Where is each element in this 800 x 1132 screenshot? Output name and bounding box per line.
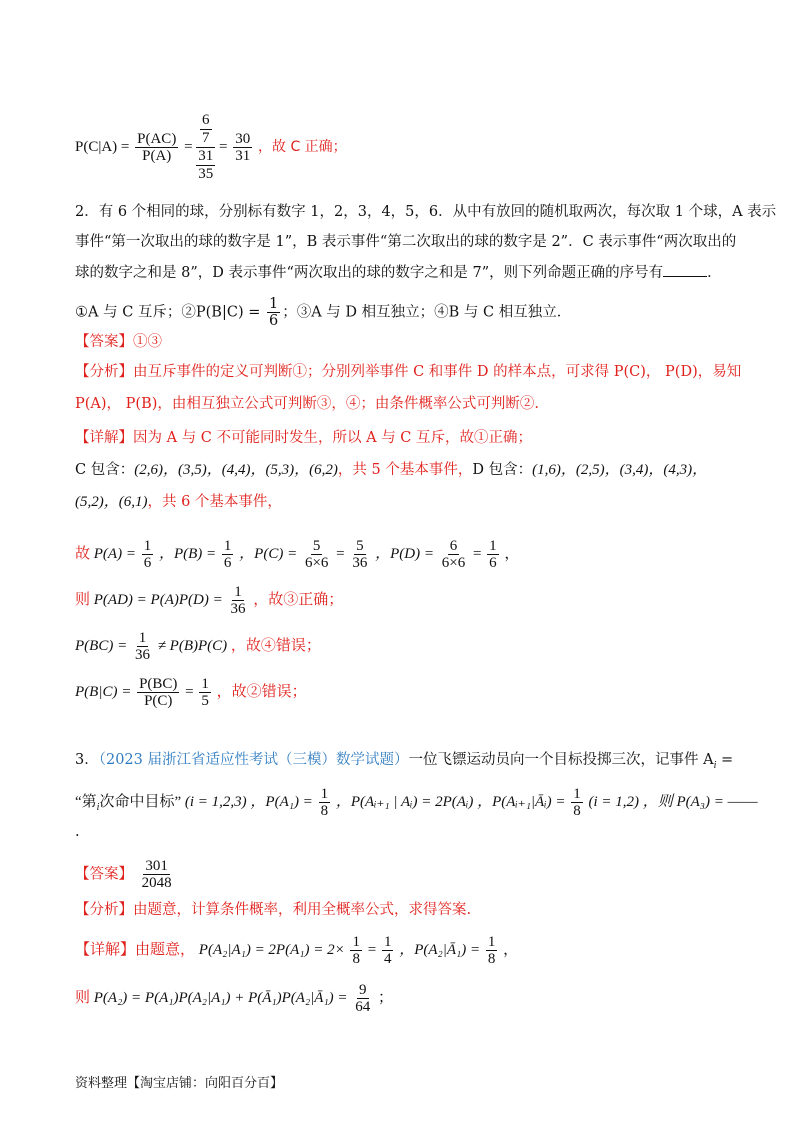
q3-total: 则 P(A₂) = P(A₁)P(A₂|A₁) + P(Ā₁)P(A₂|Ā₁) = $\frac{9}{64}$ ； — [75, 982, 394, 1015]
pca-lhs: P(C|A) = — [75, 138, 130, 155]
answer-blank — [663, 262, 707, 277]
cf-bot: 35 — [198, 166, 214, 182]
page-footer: 资料整理【淘宝店铺：向阳百分百】 — [75, 1076, 284, 1091]
q2-line2: 事件“第一次取出的球的数字是 1”，B 表示事件“第二次取出的球的数字是 2”．C 表示事件“两次取出的 — [75, 234, 737, 250]
q2-options: ①A 与 C 互斥；②P(B|C) = $\frac{1}{6}$ ；③A 与 D 相互独立；④B 与 C 相互独立． — [75, 296, 572, 329]
compound-fraction — [196, 112, 215, 183]
q3-line2: “第$_i$次命中目标” (i = 1,2,3) ，P(A₁) = $\frac{1}{8}$ ，P(Aᵢ₊₁ | Aᵢ) = 2P(Aᵢ) ，P(Aᵢ₊₁|Āᵢ) = $\frac{1}{8}$ (i = 1,2) ，则 P(A₃) = —— — [75, 786, 758, 819]
q2-pbgc: P(B|C) = $\frac{P(BC)}{P(C)}$ = $\frac{1}{5}$ ，故②错误； — [75, 676, 307, 709]
q3-line3: . — [75, 824, 80, 840]
pca-conclusion: ，故 C 正确； — [258, 138, 347, 155]
q3-analysis: 【分析】由题意，计算条件概率，利用全概率公式，求得答案. — [75, 902, 472, 918]
q2-analysis-2: P(A)， P(B)，由相互独立公式可判断③，④；由条件概率公式可判断②. — [75, 396, 539, 412]
cf-mid2: 31 — [198, 148, 214, 164]
q3-answer: 【答案】 $\frac{301}{2048}$ — [75, 858, 172, 891]
q3-answer-fraction: $\frac{301}{2048}$ — [141, 858, 172, 891]
opt-fraction: $\frac{1}{6}$ — [268, 296, 279, 329]
q2-d-points: (5,2)，(6,1)，共 6 个基本事件， — [75, 494, 282, 510]
q2-detail-1: 【详解】因为 A 与 C 不可能同时发生，所以 A 与 C 互斥，故①正确； — [75, 430, 533, 446]
q2-c-points: C 包含：(2,6)，(3,5)，(4,4)，(5,3)，(6,2)，共 5 个基本事件，D 包含：(1,6)，(2,5)，(3,4)，(4,3)， — [75, 462, 708, 478]
q2-pbc: P(BC) = $\frac{1}{36}$ ≠ P(B)P(C) ，故④错误； — [75, 630, 321, 663]
q2-line3: 球的数字之和是 8”，D 表示事件“两次取出的球的数字之和是 7”，则下列命题正确的序号有 ． — [75, 262, 722, 283]
q3-detail: 【详解】由题意， P(A₂|A₁) = 2P(A₁) = 2× $\frac{1}{8}$ = $\frac{1}{4}$ ，P(A₂|Ā₁) = $\frac{1}{8}$ ， — [75, 934, 519, 967]
q3-source: （2023 届浙江省适应性考试（三模）数学试题） — [98, 752, 409, 768]
q2-line1: 2．有 6 个相同的球，分别标有数字 1，2，3，4，5，6．从中有放回的随机取两次，每次取 1 个球，A 表示 — [75, 204, 777, 220]
q2-answer: 【答案】①③ — [75, 334, 162, 350]
q2-analysis-1: 【分析】由互斥事件的定义可判断①；分别列举事件 C 和事件 D 的样本点，可求得 P(C)， P(D)，易知 — [75, 364, 742, 380]
pca-equation: P(C|A) = $\frac{P(AC)}{P(A)}$ = 6 7 31 35 = $\frac{30}{31}$ ，故 C 正确； — [75, 112, 347, 182]
cf-top: 6 — [202, 112, 210, 128]
q2-pad: 则 P(AD) = P(A)P(D) = $\frac{1}{36}$ ，故③正确； — [75, 584, 344, 617]
pac-over-pa: $\frac{P(AC)}{P(A)}$ — [137, 131, 177, 164]
result-fraction: $\frac{30}{31}$ — [235, 131, 251, 164]
q2-probabilities: 故 P(A) = $\frac{1}{6}$ ，P(B) = $\frac{1}{6}$ ，P(C) = $\frac{5}{6\times 6}$ = $\frac{5}{36}$ ，P(D) = $\frac{6}{6\times 6}$ = $\frac{1}{6}$ ， — [75, 538, 520, 571]
q3-line1: 3．（2023 届浙江省适应性考试（三模）数学试题）一位飞镖运动员向一个目标投掷三次，记事件 $A_i$ = — [75, 752, 734, 771]
cf-mid1: 7 — [202, 130, 210, 146]
